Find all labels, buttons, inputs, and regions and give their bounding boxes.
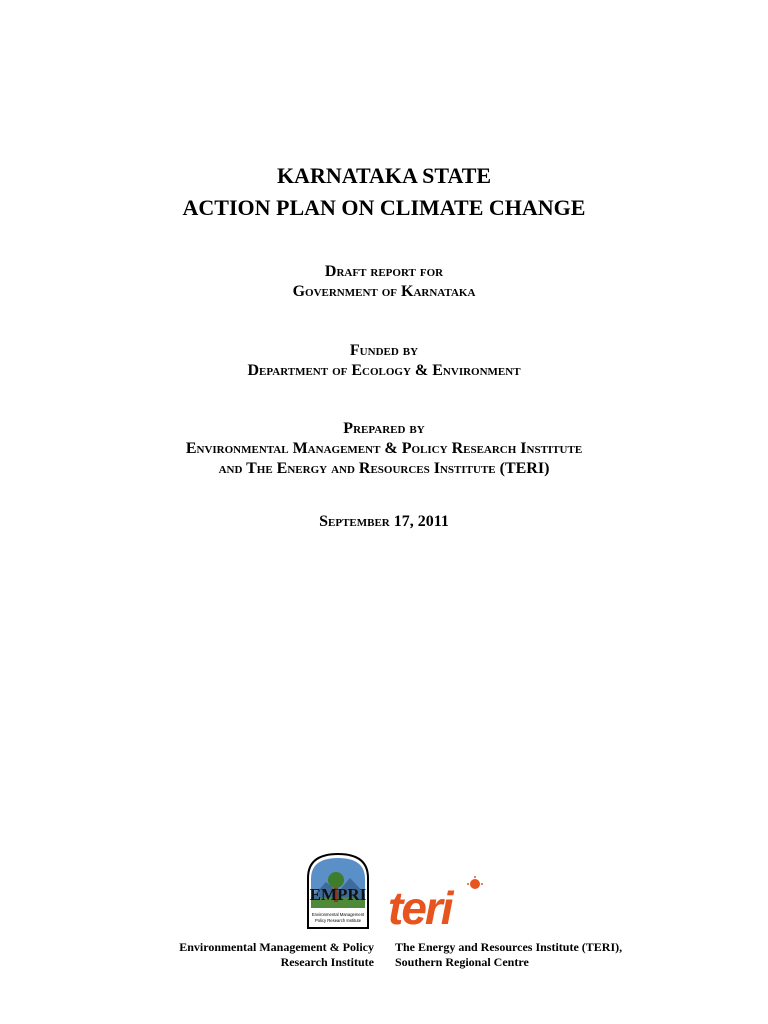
- svg-text:Environmental Management: Environmental Management: [311, 912, 365, 917]
- footer-left-line-2: Research Institute: [280, 955, 374, 969]
- prepared-label: Prepared by: [343, 420, 425, 437]
- report-line-1: Draft report for: [324, 263, 444, 280]
- report-line-2: Government of Karnataka: [292, 283, 476, 300]
- prepared-block: [0, 419, 768, 479]
- footer-left-line-1: Environmental Management & Policy: [179, 940, 374, 954]
- teri-sun-icon: [467, 876, 483, 889]
- empri-letters: EMPRI: [309, 885, 367, 904]
- logos-row: [0, 852, 768, 934]
- funded-block: [0, 341, 768, 381]
- empri-logo: [304, 852, 372, 930]
- date-block: [0, 512, 768, 532]
- prepared-line-1: Environmental Management & Policy Research Institute: [185, 440, 583, 457]
- title-line-2: ACTION PLAN ON CLIMATE CHANGE: [182, 195, 586, 220]
- footer-right-line-1: The Energy and Resources Institute (TERI),: [395, 940, 623, 954]
- document-title: [0, 160, 768, 224]
- funded-label: Funded by: [349, 342, 419, 359]
- report-date: September 17, 2011: [319, 513, 449, 530]
- teri-logo: [386, 876, 484, 932]
- footer-right-line-2: Southern Regional Centre: [395, 955, 529, 969]
- title-line-1: KARNATAKA STATE: [276, 163, 492, 188]
- prepared-line-2: and The Energy and Resources Institute (TERI): [218, 460, 550, 477]
- teri-wordmark: teri: [388, 882, 452, 932]
- svg-text:Policy Research Institute: Policy Research Institute: [314, 918, 362, 923]
- footer-right: [395, 940, 695, 970]
- report-block: [0, 262, 768, 302]
- funded-org: Department of Ecology & Environment: [247, 362, 521, 379]
- footer-left: [150, 940, 374, 970]
